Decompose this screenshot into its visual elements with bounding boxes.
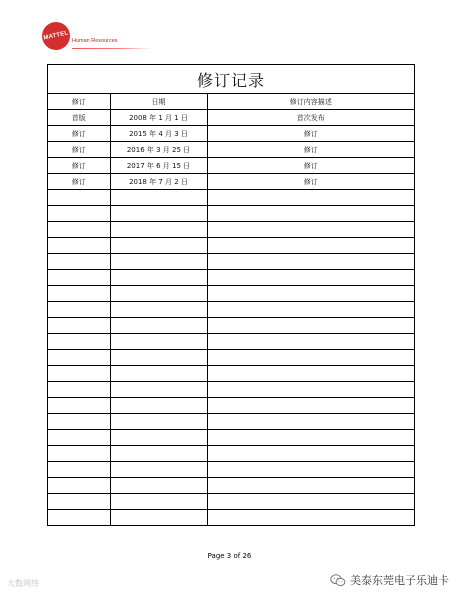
empty-cell	[207, 270, 414, 286]
empty-table-row	[48, 510, 414, 526]
empty-cell	[110, 286, 207, 302]
description-cell: 首次发布	[207, 110, 414, 126]
empty-cell	[48, 318, 110, 334]
empty-cell	[207, 446, 414, 462]
revision-cell: 修订	[48, 126, 110, 142]
empty-cell	[48, 270, 110, 286]
table-row	[48, 158, 414, 174]
date-cell: 2008 年 1 月 1 日	[110, 110, 207, 126]
empty-cell	[110, 462, 207, 478]
description-cell: 修订	[207, 142, 414, 158]
empty-cell	[207, 350, 414, 366]
empty-cell	[48, 206, 110, 222]
date-cell: 2017 年 6 月 15 日	[110, 158, 207, 174]
empty-cell	[207, 222, 414, 238]
empty-cell	[110, 398, 207, 414]
empty-cell	[110, 366, 207, 382]
description-cell: 修订	[207, 158, 414, 174]
logo-divider	[72, 48, 152, 49]
empty-cell	[207, 238, 414, 254]
empty-cell	[48, 494, 110, 510]
empty-table-row	[48, 398, 414, 414]
empty-cell	[110, 414, 207, 430]
empty-table-row	[48, 414, 414, 430]
date-cell: 2015 年 4 月 3 日	[110, 126, 207, 142]
description-cell: 修订	[207, 126, 414, 142]
empty-cell	[207, 334, 414, 350]
empty-table-row	[48, 446, 414, 462]
empty-cell	[110, 334, 207, 350]
empty-cell	[110, 494, 207, 510]
empty-table-row	[48, 190, 414, 206]
watermark-left	[7, 578, 39, 589]
empty-cell	[207, 366, 414, 382]
empty-cell	[110, 206, 207, 222]
date-cell: 2018 年 7 月 2 日	[110, 174, 207, 190]
empty-cell	[48, 190, 110, 206]
empty-cell	[110, 510, 207, 526]
department-label: Human Resources	[72, 38, 118, 44]
empty-cell	[207, 318, 414, 334]
column-header-description: 修订内容描述	[207, 94, 414, 110]
empty-cell	[207, 478, 414, 494]
empty-table-row	[48, 270, 414, 286]
empty-table-row	[48, 206, 414, 222]
empty-table-row	[48, 494, 414, 510]
table-header-row	[48, 94, 414, 110]
empty-cell	[207, 302, 414, 318]
empty-cell	[48, 334, 110, 350]
empty-cell	[207, 494, 414, 510]
column-header-revision: 修订	[48, 94, 110, 110]
empty-cell	[207, 510, 414, 526]
empty-table-row	[48, 222, 414, 238]
empty-cell	[110, 270, 207, 286]
empty-table-row	[48, 254, 414, 270]
empty-cell	[110, 254, 207, 270]
empty-cell	[48, 398, 110, 414]
description-cell: 修订	[207, 174, 414, 190]
empty-cell	[110, 478, 207, 494]
empty-cell	[207, 414, 414, 430]
empty-cell	[207, 382, 414, 398]
empty-cell	[110, 238, 207, 254]
empty-cell	[48, 510, 110, 526]
table-row	[48, 174, 414, 190]
empty-cell	[48, 350, 110, 366]
empty-cell	[48, 222, 110, 238]
empty-table-row	[48, 478, 414, 494]
watermark-left-text: 大数网络	[7, 579, 39, 588]
table-row	[48, 142, 414, 158]
empty-table-row	[48, 318, 414, 334]
empty-table-row	[48, 350, 414, 366]
mattel-badge: MATTEL	[39, 19, 72, 52]
empty-cell	[110, 302, 207, 318]
empty-cell	[110, 350, 207, 366]
empty-cell	[207, 430, 414, 446]
empty-cell	[207, 398, 414, 414]
date-cell: 2016 年 3 月 25 日	[110, 142, 207, 158]
empty-cell	[110, 318, 207, 334]
empty-cell	[48, 430, 110, 446]
empty-cell	[110, 446, 207, 462]
revision-cell: 首版	[48, 110, 110, 126]
revision-table	[48, 94, 414, 525]
empty-table-row	[48, 334, 414, 350]
empty-table-row	[48, 430, 414, 446]
empty-table-row	[48, 238, 414, 254]
watermark-right	[330, 572, 449, 588]
revision-cell: 修订	[48, 142, 110, 158]
empty-table-row	[48, 302, 414, 318]
empty-cell	[207, 462, 414, 478]
watermark-right-text: 美泰东莞电子乐迪卡	[350, 574, 449, 587]
empty-cell	[48, 366, 110, 382]
empty-cell	[110, 222, 207, 238]
revision-cell: 修订	[48, 174, 110, 190]
empty-table-row	[48, 366, 414, 382]
table-row	[48, 110, 414, 126]
empty-cell	[48, 286, 110, 302]
wechat-icon	[330, 574, 346, 587]
empty-cell	[48, 382, 110, 398]
table-row	[48, 126, 414, 142]
empty-table-row	[48, 382, 414, 398]
mattel-logo	[42, 22, 154, 54]
empty-cell	[110, 190, 207, 206]
empty-cell	[110, 430, 207, 446]
empty-cell	[48, 414, 110, 430]
empty-cell	[207, 190, 414, 206]
table-title: 修订记录	[48, 65, 414, 94]
empty-cell	[110, 382, 207, 398]
empty-cell	[48, 446, 110, 462]
revision-record-table	[47, 64, 415, 526]
empty-cell	[207, 254, 414, 270]
empty-cell	[207, 206, 414, 222]
column-header-date: 日期	[110, 94, 207, 110]
empty-cell	[48, 238, 110, 254]
empty-cell	[48, 254, 110, 270]
empty-cell	[48, 478, 110, 494]
empty-cell	[48, 462, 110, 478]
empty-table-row	[48, 462, 414, 478]
empty-table-row	[48, 286, 414, 302]
revision-cell: 修订	[48, 158, 110, 174]
page-number: Page 3 of 26	[207, 552, 252, 560]
empty-cell	[48, 302, 110, 318]
empty-cell	[207, 286, 414, 302]
